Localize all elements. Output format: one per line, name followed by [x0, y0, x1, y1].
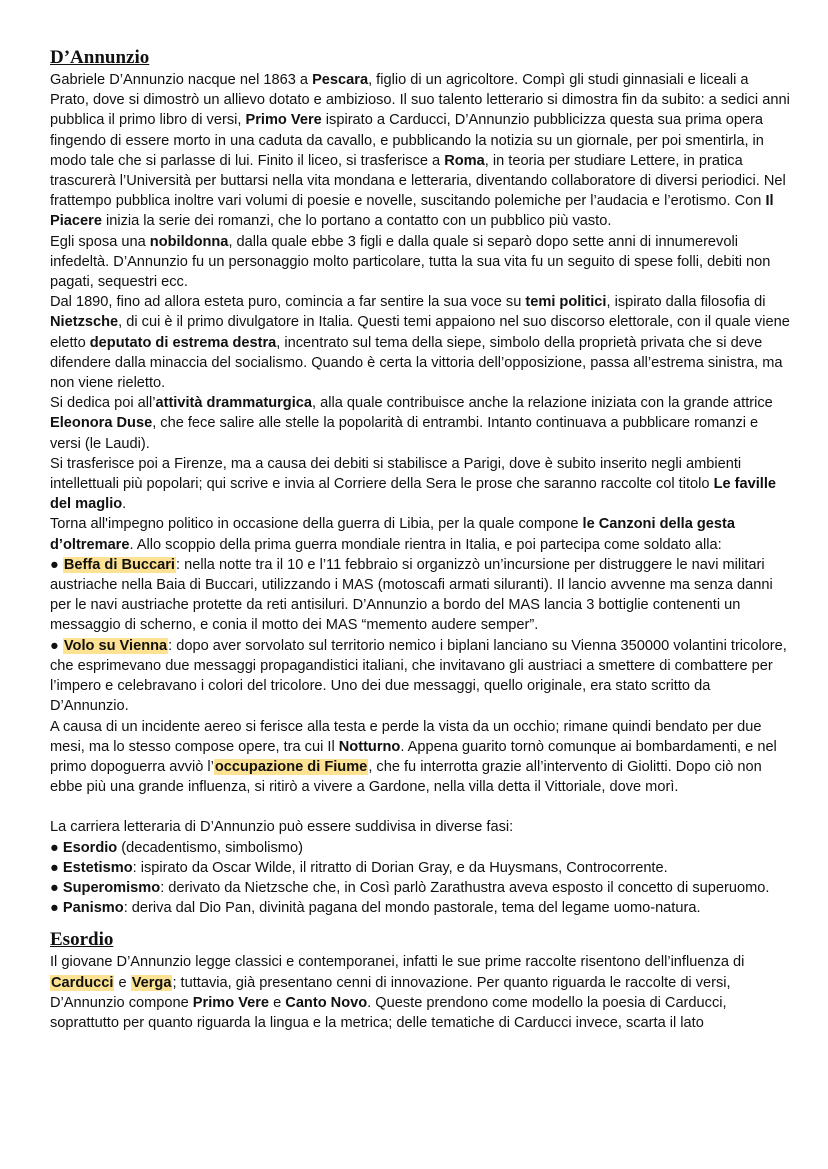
list-item-estetismo: ● Estetismo: ispirato da Oscar Wilde, il ritratto di Dorian Gray, e da Huysmans, Controcorrente.: [50, 859, 668, 876]
paragraph-politics: Dal 1890, fino ad allora esteta puro, comincia a far sentire la sua voce su temi politici, ispirato dalla filosofia di Nietzsche, di cui è il primo divulgatore in Italia. Questi temi appaiono nel suo discorso elettorale, con il quale viene eletto deputato di estrema destra, incentrato sul tema della siepe, simbolo della proprietà privata che si deve difendere dalla minaccia del socialismo. Quando è certa la vittoria dell’opposizione, passa all’estrema sinistra, ma non viene rieletto.: [50, 294, 790, 392]
paragraph-paris: Si trasferisce poi a Firenze, ma a causa dei debiti si stabilisce a Parigi, dove è subito inserito negli ambienti intellettuali più popolari; qui scrive e invia al Corriere della Sera le prose che saranno raccolte col titolo Le faville del maglio.: [50, 455, 777, 513]
paragraph-war: Torna all'impegno politico in occasione della guerra di Libia, per la quale compone le Canzoni della gesta d’oltremare. Allo scoppio della prima guerra mondiale rientra in Italia, e poi partecipa come soldato alla:: [50, 516, 736, 553]
list-item-panismo: ● Panismo: deriva dal Dio Pan, divinità pagana del mondo pastorale, tema del legame uomo-natura.: [50, 900, 701, 917]
paragraph-esordio: Il giovane D’Annunzio legge classici e contemporanei, infatti le sue prime raccolte risentono dell’influenza di Carducci e Verga; tuttavia, già presentano cenni di innovazione. Per quanto riguarda le raccolte di versi, D’Annunzio compone Primo Vere e Canto Novo. Queste prendono come modello la poesia di Carducci, soprattutto per quanto riguarda la lingua e la metrica; delle tematiche di Carducci invece, scarta il lato: [50, 954, 745, 1031]
paragraph-biography-intro: Gabriele D’Annunzio nacque nel 1863 a Pescara, figlio di un agricoltore. Compì gli studi ginnasiali e liceali a Prato, dove si dimostrò un allievo dotato e ambizioso. Il suo talento letterario si dimostra fin da subito: a sedici anni pubblica il primo libro di versi, Primo Vere ispirato a Carducci, D’Annunzio pubblicizza questa sua prima opera fingendo di essere morto in una caduta da cavallo, e pubblicando la notizia su un giornale, per poi smentirla, in modo tale che si parlasse di lui. Finito il liceo, si trasferisce a Roma, in teoria per studiare Lettere, in pratica trascurerà l’Università per buttarsi nella vita mondana e letteraria, diventando collaboratore di diversi periodici. Nel frattempo pubblica inoltre vari volumi di poesie e novelle, suscitando polemiche per l’audacia e l’erotismo. Con Il Piacere inizia la serie dei romanzi, che lo portano a contatto con un pubblico più vasto.: [50, 72, 790, 230]
document-page: [50, 46, 790, 1033]
highlight-carducci: Carducci: [51, 974, 114, 991]
list-item-superomismo: ● Superomismo: derivato da Nietzsche che, in Così parlò Zarathustra aveva esposto il concetto di superuomo.: [50, 879, 770, 896]
section-heading-esordio: Esordio: [50, 929, 114, 951]
highlight-verga: Verga: [131, 974, 172, 991]
phases-intro: La carriera letteraria di D’Annunzio può essere suddivisa in diverse fasi:: [50, 819, 514, 836]
highlight-beffa-di-buccari: Beffa di Buccari: [63, 556, 175, 573]
section-heading-dannunzio: D’Annunzio: [50, 47, 150, 68]
list-item-esordio: ● Esordio (decadentismo, simbolismo): [50, 839, 303, 856]
paragraph-postwar: A causa di un incidente aereo si ferisce alla testa e perde la vista da un occhio; rimane quindi bendato per due mesi, ma lo stesso compose opere, tra cui Il Notturno. Appena guarito tornò comunque ai bombardamenti, e nel primo dopoguerra avviò l’occupazione di Fiume, che fu interrotta grazie all’intervento di Giolitti. Dopo ciò non ebbe più una grande influenza, si ritirò a vivere a Gardone, nella villa detta il Vittoriale, dove morì.: [50, 718, 777, 796]
paragraph-marriage: Egli sposa una nobildonna, dalla quale ebbe 3 figli e dalla quale si separò dopo sette anni di innumerevoli infedeltà. D’Annunzio fu un personaggio molto particolare, tutta la sua vita fu un seguito di spese folli, debiti non pagati, sequestri ecc.: [50, 233, 771, 291]
bullet-beffa-di-buccari: ● Beffa di Buccari: nella notte tra il 10 e l’11 febbraio si organizzò un’incursione per distruggere le navi militari austriache nella Baia di Buccari, utilizzando i MAS (motoscafi armati siluranti). Il lancio avvenne ma senza danni per le navi austriache protette da reti antisiluri. D’Annunzio a bordo del MAS lancia 3 bottiglie contenenti un messaggio di scherno, e conia il motto dei MAS “memento audere semper”.: [50, 556, 773, 634]
paragraph-drama: Si dedica poi all’attività drammaturgica, alla quale contribuisce anche la relazione iniziata con la grande attrice Eleonora Duse, che fece salire alle stelle la popolarità di entrambi. Intanto continuava a pubblicare romanzi e versi (le Laudi).: [50, 395, 773, 452]
highlight-occupazione-di-fiume: occupazione di Fiume: [214, 758, 368, 775]
highlight-volo-su-vienna: Volo su Vienna: [63, 637, 168, 654]
spacer: [50, 797, 790, 817]
phases-list: [50, 838, 790, 919]
bullet-volo-su-vienna: ● Volo su Vienna: dopo aver sorvolato sul territorio nemico i biplani lanciano su Vienna 350000 volantini tricolore, che esprimevano due messaggi propagandistici italiani, che invitavano gli austriaci a smettere di combattere per l’impero e celebravano i colori del tricolore. Uno dei due messaggi, quello originale, era stato scritto da D’Annunzio.: [50, 637, 787, 715]
